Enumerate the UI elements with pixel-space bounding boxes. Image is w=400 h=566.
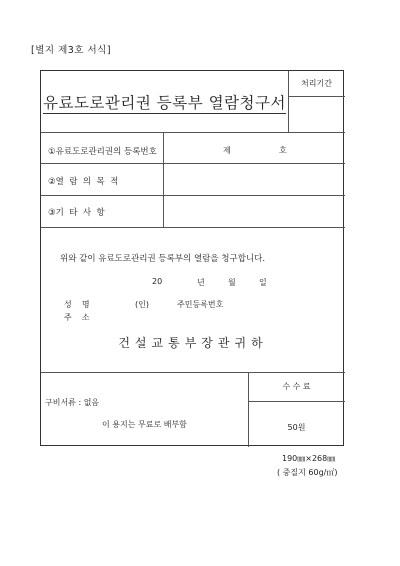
row-divider — [41, 227, 345, 228]
form-number-label: [별지 제3호 서식] — [31, 45, 112, 56]
processing-divider — [288, 96, 345, 97]
row-divider — [41, 132, 345, 133]
inspection-purpose-label: ②열 람 의 목 적 — [48, 177, 119, 187]
row-divider — [41, 195, 345, 196]
fee-label: 수 수 료 — [282, 382, 311, 391]
row-divider — [41, 372, 345, 373]
label-column-divider — [163, 132, 164, 227]
required-documents: 구비서류 : 없음 — [45, 398, 100, 407]
registration-number-prefix: 제 — [223, 146, 231, 155]
recipient-authority: 건설교통부장관귀하 — [118, 336, 268, 350]
request-statement: 위와 같이 유료도로관리권 등록부의 열람을 청구합니다. — [60, 254, 266, 264]
fee-value: 50원 — [287, 423, 306, 432]
fee-divider — [248, 401, 345, 402]
form-title: 유료도로관리권 등록부 열람청구서 — [43, 94, 286, 112]
row-divider — [41, 163, 345, 164]
paper-size: 190㎜×268㎜ — [282, 454, 336, 463]
request-form-table — [40, 70, 344, 446]
registration-number-suffix: 호 — [279, 146, 287, 155]
free-distribution-notice: 이 용지는 무료로 배부함 — [102, 420, 187, 429]
registration-number-label: ①유료도로관리권의 등록번호 — [48, 147, 157, 157]
seal-mark: (인) — [135, 300, 149, 309]
applicant-name-label: 성 명 — [64, 300, 90, 309]
date-day: 일 — [259, 278, 267, 287]
other-matters-label: ③기 타 사 항 — [48, 208, 105, 218]
applicant-address-label: 주 소 — [64, 313, 90, 322]
processing-period-label: 처리기간 — [301, 79, 332, 88]
paper-quality: ( 중질지 60g/㎡) — [277, 468, 338, 477]
resident-number-label: 주민등록번호 — [177, 300, 224, 309]
date-year: 년 — [197, 278, 205, 287]
date-month: 월 — [228, 278, 236, 287]
date-year-prefix: 20 — [152, 277, 163, 286]
